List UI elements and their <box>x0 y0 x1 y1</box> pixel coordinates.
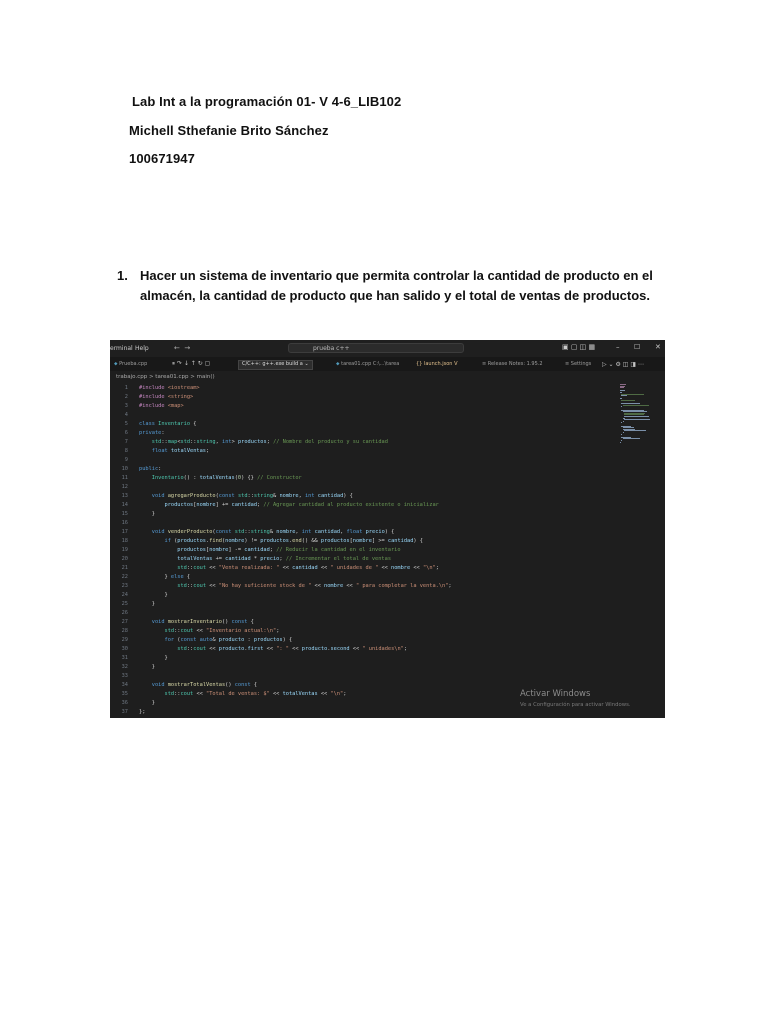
code-text: std::cout << "Total de ventas: $" << totalVentas << "\n"; <box>164 691 347 697</box>
line-number: 31 <box>121 655 128 661</box>
run-config-dropdown[interactable]: C/C++: g++.exe build a ⌄ <box>238 360 313 370</box>
code-text: #include <string> <box>139 394 194 400</box>
code-text: void venderProducto(const std::string& nombre, int cantidad, float precio) { <box>151 529 395 535</box>
search-text: prueba c++ <box>313 345 350 352</box>
tab-release-notes[interactable]: ≡ Release Notes: 1.95.2 <box>482 361 543 367</box>
minimap-line <box>623 405 649 406</box>
minimap-line <box>624 430 646 431</box>
code-text: void agregarProducto(const std::string& nombre, int cantidad) { <box>151 493 353 499</box>
code-text: public: <box>139 466 162 472</box>
close-icon[interactable]: ✕ <box>655 343 661 351</box>
watermark-subtitle: Ve a Configuración para activar Windows. <box>520 702 631 708</box>
code-text: } else { <box>139 574 191 580</box>
minimap-line <box>621 400 635 401</box>
code-text: if (productos.find(nombre) != productos.end() && productos[nombre] >= cantidad) { <box>164 538 423 544</box>
code-text: std::cout << producto.first << ": " << producto.second << " unidades\n"; <box>177 646 408 652</box>
minimap-line <box>624 416 649 417</box>
code-text: }; <box>139 709 146 715</box>
line-number: 1 <box>124 385 128 391</box>
code-text: for (const auto& producto : productos) { <box>164 637 293 643</box>
line-number: 33 <box>121 673 128 679</box>
line-number: 36 <box>121 700 128 706</box>
code-text: #include <iostream> <box>139 385 200 391</box>
line-number: 12 <box>121 484 128 490</box>
line-number: 17 <box>121 529 128 535</box>
line-number: 22 <box>121 574 128 580</box>
line-number: 8 <box>124 448 128 454</box>
code-text: productos[nombre] += cantidad; // Agregar cantidad al producto existente o inicializar <box>164 502 439 508</box>
tab-tarea01[interactable]: ⬥ tarea01.cpp C:\...\tarea <box>336 361 400 367</box>
line-number: 30 <box>121 646 128 652</box>
activation-watermark <box>520 689 631 708</box>
line-number: 11 <box>121 475 128 481</box>
line-number: 37 <box>121 709 128 715</box>
line-number: 9 <box>124 457 128 463</box>
watermark-title: Activar Windows <box>520 689 591 699</box>
debug-toolbar-icons[interactable]: ⏸ ↷ ↓ ↑ ↻ ▢ <box>172 360 211 367</box>
line-number: 19 <box>121 547 128 553</box>
breadcrumb: trabajo.cpp > tarea01.cpp > main() <box>116 374 215 380</box>
line-number: 25 <box>121 601 128 607</box>
code-text: std::cout << "No hay suficiente stock de " << nombre << " para completar la venta.\n"; <box>177 583 452 589</box>
line-number: 15 <box>121 511 128 517</box>
line-number: 10 <box>121 466 128 472</box>
line-number: 24 <box>121 592 128 598</box>
minimap-line <box>624 419 650 420</box>
line-number: 28 <box>121 628 128 634</box>
code-text: std::cout << "Venta realizada: " << cantidad << " unidades de " << nombre << "\n"; <box>177 565 439 571</box>
minimap[interactable] <box>620 384 648 444</box>
line-number: 21 <box>121 565 128 571</box>
code-text: std::cout << "Inventario actual:\n"; <box>164 628 280 634</box>
task-number: 1. <box>117 268 128 283</box>
code-text: } <box>139 511 155 517</box>
code-text: totalVentas += cantidad * precio; // Incrementar el total de ventas <box>177 556 392 562</box>
minimap-line <box>621 395 626 396</box>
code-text: } <box>139 601 155 607</box>
minimap-line <box>620 442 621 443</box>
tab-bar <box>110 357 665 371</box>
minimize-icon[interactable]: – <box>616 343 620 351</box>
task-text: Hacer un sistema de inventario que permita controlar la cantidad de producto en el almacén, la cantidad de producto que han salido y el total de ventas de productos. <box>140 268 653 303</box>
code-text: productos[nombre] -= cantidad; // Reducir la cantidad en el inventario <box>177 547 401 553</box>
code-text: } <box>139 664 155 670</box>
code-text: #include <map> <box>139 403 184 409</box>
course-title: Lab Int a la programación 01- V 4-6_LIB102 <box>132 94 402 109</box>
line-number: 34 <box>121 682 128 688</box>
minimap-line <box>623 438 640 439</box>
code-text: std::map<std::string, int> productos; // Nombre del producto y su cantidad <box>151 439 388 445</box>
code-text: void mostrarTotalVentas() const { <box>151 682 258 688</box>
line-number: 18 <box>121 538 128 544</box>
task-item <box>117 266 677 306</box>
line-number: 35 <box>121 691 128 697</box>
nav-arrows-icon[interactable]: ← → <box>174 344 191 352</box>
line-number: 13 <box>121 493 128 499</box>
tab-launch-json[interactable]: {} launch.json V <box>416 361 458 367</box>
minimap-line <box>620 387 624 388</box>
line-number: 27 <box>121 619 128 625</box>
code-text: } <box>139 700 155 706</box>
tab-prueba[interactable]: ⬥ Prueba.cpp <box>114 361 148 367</box>
code-text: Inventario() : totalVentas(0) {} // Constructor <box>151 475 302 481</box>
line-number: 23 <box>121 583 128 589</box>
run-icons[interactable]: ▷ ⌄ ⚙ ◫ ◨ ⋯ <box>602 361 644 368</box>
menu-help[interactable]: Help <box>135 345 149 352</box>
line-number: 32 <box>121 664 128 670</box>
line-number: 14 <box>121 502 128 508</box>
line-number: 2 <box>124 394 128 400</box>
line-number: 6 <box>124 430 128 436</box>
layout-icons[interactable]: ▣ ▢ ◫ ▦ <box>562 343 596 351</box>
line-number: 5 <box>124 421 128 427</box>
line-number: 29 <box>121 637 128 643</box>
code-editor-screenshot <box>110 340 665 718</box>
code-text: class Inventario { <box>139 421 197 427</box>
line-number: 7 <box>124 439 128 445</box>
menu-terminal[interactable]: erminal <box>110 345 133 352</box>
code-text: void mostrarInventario() const { <box>151 619 254 625</box>
code-text: } <box>139 655 168 661</box>
line-number: 4 <box>124 412 128 418</box>
code-text: private: <box>139 430 165 436</box>
line-number: 3 <box>124 403 128 409</box>
command-search-box[interactable] <box>288 343 464 353</box>
line-number: 26 <box>121 610 128 616</box>
maximize-icon[interactable]: ☐ <box>634 343 641 351</box>
line-number: 16 <box>121 520 128 526</box>
student-id: 100671947 <box>129 151 195 166</box>
title-bar <box>110 340 665 357</box>
code-text: } <box>139 592 168 598</box>
code-text: float totalVentas; <box>151 448 210 454</box>
tab-settings[interactable]: ≡ Settings <box>565 361 592 367</box>
line-number: 20 <box>121 556 128 562</box>
student-name: Michell Sthefanie Brito Sánchez <box>129 123 329 138</box>
